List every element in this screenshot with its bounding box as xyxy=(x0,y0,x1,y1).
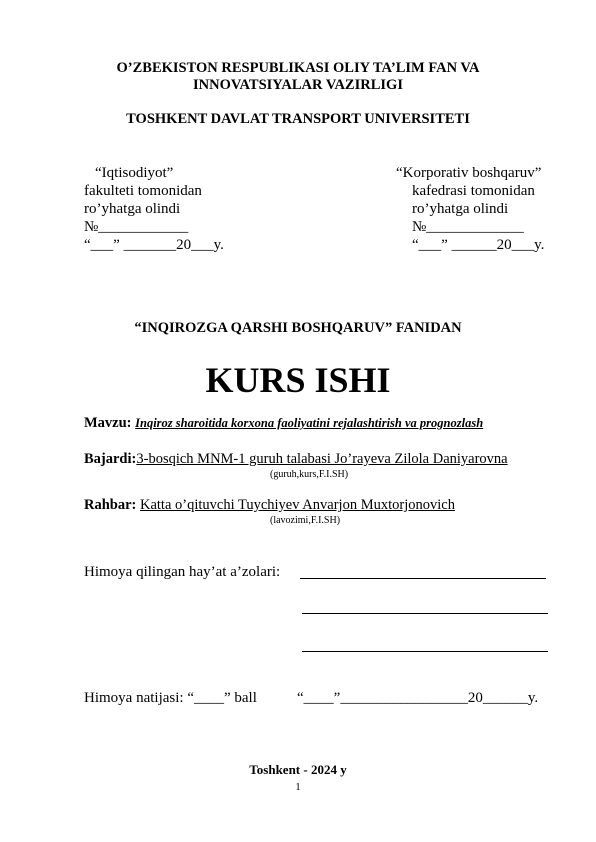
department-date: “___” ______20___y. xyxy=(412,237,545,253)
supervisor-label: Rahbar: xyxy=(84,497,137,513)
author-hint: (guruh,kurs,F.I.SH) xyxy=(270,469,349,480)
faculty-line-2: fakulteti tomonidan xyxy=(84,183,202,199)
university-name: TOSHKENT DAVLAT TRANSPORT UNIVERSITETI xyxy=(126,111,470,127)
topic-value: Inqiroz sharoitida korxona faoliyatini rejalashtirish va prognozlash xyxy=(135,416,484,430)
faculty-line-3: ro’yhatga olindi xyxy=(84,201,181,217)
faculty-date: “___” _______20___y. xyxy=(84,237,224,253)
author-label: Bajardi: xyxy=(84,451,137,467)
department-line-3: ro’yhatga olindi xyxy=(412,201,509,217)
committee-signature-line-3 xyxy=(302,651,548,652)
topic-label: Mavzu: xyxy=(84,415,132,431)
supervisor-value: Katta o’qituvchi Tuychiyev Anvarjon Muxtorjonovich xyxy=(140,497,455,513)
ministry-line-1: O’ZBEKISTON RESPUBLIKASI OLIY TA’LIM FAN VA xyxy=(116,60,480,76)
ministry-line-2: INNOVATSIYALAR VAZIRLIGI xyxy=(193,77,403,93)
faculty-number: №____________ xyxy=(84,219,189,235)
author-value: 3-bosqich MNM-1 guruh talabasi Jo’rayeva Zilola Daniyarovna xyxy=(136,451,508,467)
city-year: Toshkent - 2024 y xyxy=(249,762,347,777)
committee-label: Himoya qilingan hay’at a’zolari: xyxy=(84,564,281,580)
topic-row xyxy=(84,414,483,432)
supervisor-row xyxy=(84,496,455,514)
department-number: №_____________ xyxy=(412,219,524,235)
page-number: 1 xyxy=(295,781,301,793)
subject-title: “INQIROZGA QARSHI BOSHQARUV” FANIDAN xyxy=(134,320,462,336)
supervisor-hint: (lavozimi,F.I.SH) xyxy=(270,515,341,526)
department-line-2: kafedrasi tomonidan xyxy=(412,183,535,199)
result-label: Himoya natijasi: “____” ball xyxy=(84,690,257,706)
committee-signature-line-2 xyxy=(302,613,548,614)
result-date: “____”_________________20______y. xyxy=(297,690,539,706)
author-row xyxy=(84,450,508,468)
faculty-name: “Iqtisodiyot” xyxy=(95,165,174,181)
committee-signature-line-1 xyxy=(300,578,546,579)
department-name: “Korporativ boshqaruv” xyxy=(396,165,542,181)
document-title: KURS ISHI xyxy=(205,360,391,400)
